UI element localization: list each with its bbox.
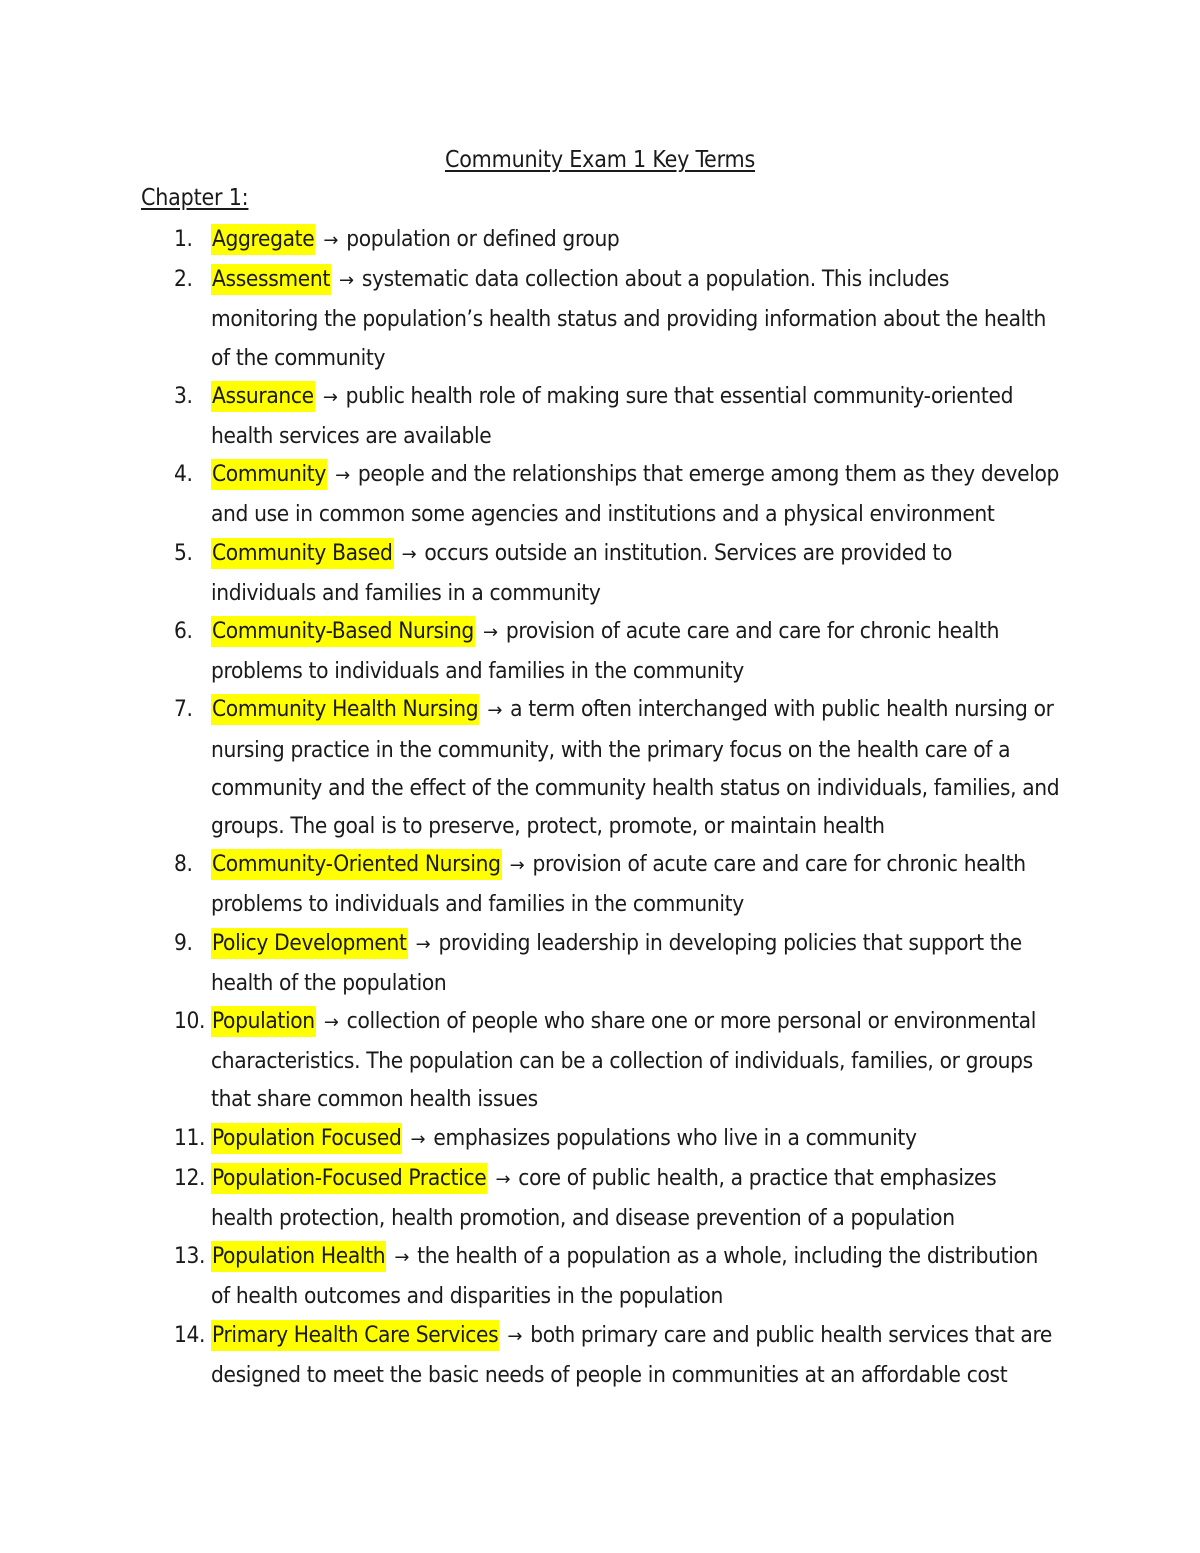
term-number: 9. — [174, 929, 193, 956]
term-item — [0, 924, 1200, 1002]
term-name-highlighted: Community-Oriented Nursing — [211, 849, 502, 880]
term-definition: occurs outside an institution. Services are provided to individuals and families in a community — [211, 539, 953, 606]
term-name-highlighted: Primary Health Care Services — [211, 1320, 499, 1351]
term-definition: collection of people who share one or more personal or environmental characteristics. The population can be a collection of individuals, families, or groups that share common health issues — [211, 1008, 1036, 1113]
term-item — [0, 845, 1200, 923]
term-number: 4. — [174, 461, 193, 488]
term-number: 14. — [174, 1321, 206, 1348]
term-number: 6. — [174, 618, 193, 645]
right-arrow-icon: → — [507, 1325, 523, 1347]
right-arrow-icon: → — [401, 543, 417, 565]
right-arrow-icon: → — [410, 1128, 426, 1150]
term-name-highlighted: Community — [211, 459, 327, 490]
term-item — [0, 534, 1200, 612]
term-definition: a term often interchanged with public health nursing or nursing practice in the community, with the primary focus on the health care of a community and the effect of the community health status on individuals, families, and groups. The goal is to preserve, protect, promote, or maintain health — [211, 696, 1060, 840]
term-definition: systematic data collection about a population. This includes monitoring the population’s health status and providing information about the health of the community — [211, 266, 1046, 371]
term-definition: core of public health, a practice that emphasizes health protection, health promotion, and disease prevention of a population — [211, 1164, 997, 1232]
term-number: 13. — [174, 1243, 206, 1270]
term-name-highlighted: Community Health Nursing — [211, 694, 479, 725]
term-definition: emphasizes populations who live in a community — [433, 1124, 917, 1151]
term-number: 11. — [174, 1124, 206, 1151]
term-item — [0, 1002, 1200, 1119]
term-item — [0, 1237, 1200, 1315]
term-name-highlighted: Policy Development — [211, 928, 408, 959]
term-name-highlighted: Population Focused — [211, 1123, 402, 1154]
right-arrow-icon: → — [394, 1247, 410, 1269]
term-name-highlighted: Population Health — [211, 1241, 386, 1272]
term-definition: provision of acute care and care for chronic health problems to individuals and families in the community — [211, 618, 1000, 685]
right-arrow-icon: → — [322, 386, 338, 408]
term-item — [0, 377, 1200, 455]
term-number: 3. — [174, 382, 193, 409]
right-arrow-icon: → — [415, 933, 431, 955]
right-arrow-icon: → — [323, 1012, 339, 1034]
term-name-highlighted: Assurance — [211, 381, 315, 412]
term-name-highlighted: Aggregate — [211, 224, 315, 255]
document-title: Community Exam 1 Key Terms — [444, 147, 756, 173]
term-definition: providing leadership in developing policies that support the health of the population — [211, 929, 1022, 996]
term-name-highlighted: Assessment — [211, 264, 331, 295]
term-definition: provision of acute care and care for chronic health problems to individuals and families in the community — [211, 851, 1026, 918]
term-definition: people and the relationships that emerge among them as they develop and use in common some agencies and institutions and a physical environment — [211, 461, 1060, 528]
term-number: 7. — [174, 696, 193, 723]
term-item — [0, 1316, 1200, 1394]
term-item — [0, 1119, 1200, 1159]
term-item — [0, 612, 1200, 690]
right-arrow-icon: → — [487, 700, 503, 722]
term-item — [0, 455, 1200, 533]
term-item — [0, 1159, 1200, 1237]
right-arrow-icon: → — [495, 1168, 511, 1190]
term-definition: population or defined group — [346, 226, 620, 252]
right-arrow-icon: → — [509, 855, 525, 877]
right-arrow-icon: → — [323, 230, 339, 251]
term-name-highlighted: Population-Focused Practice — [211, 1163, 487, 1194]
term-item — [0, 260, 1200, 377]
key-terms-list — [0, 220, 1200, 1394]
term-name-highlighted: Community-Based Nursing — [211, 616, 475, 647]
term-number: 8. — [174, 851, 193, 878]
chapter-heading: Chapter 1: — [141, 185, 249, 211]
term-name-highlighted: Population — [211, 1006, 316, 1037]
term-number: 12. — [174, 1164, 206, 1191]
term-item — [0, 690, 1200, 845]
right-arrow-icon: → — [335, 465, 350, 487]
term-definition: public health role of making sure that essential community-oriented health services are available — [211, 382, 1014, 450]
term-number: 2. — [174, 266, 193, 293]
right-arrow-icon: → — [339, 270, 354, 292]
term-number: 5. — [174, 539, 193, 566]
term-name-highlighted: Community Based — [211, 538, 394, 569]
term-definition: the health of a population as a whole, including the distribution of health outcomes and disparities in the population — [211, 1243, 1038, 1310]
term-item — [0, 220, 1200, 260]
term-number: 10. — [174, 1008, 206, 1035]
right-arrow-icon: → — [483, 622, 498, 644]
term-number: 1. — [174, 226, 193, 252]
term-definition: both primary care and public health services that are designed to meet the basic needs of people in communities at an affordable cost — [211, 1321, 1053, 1388]
